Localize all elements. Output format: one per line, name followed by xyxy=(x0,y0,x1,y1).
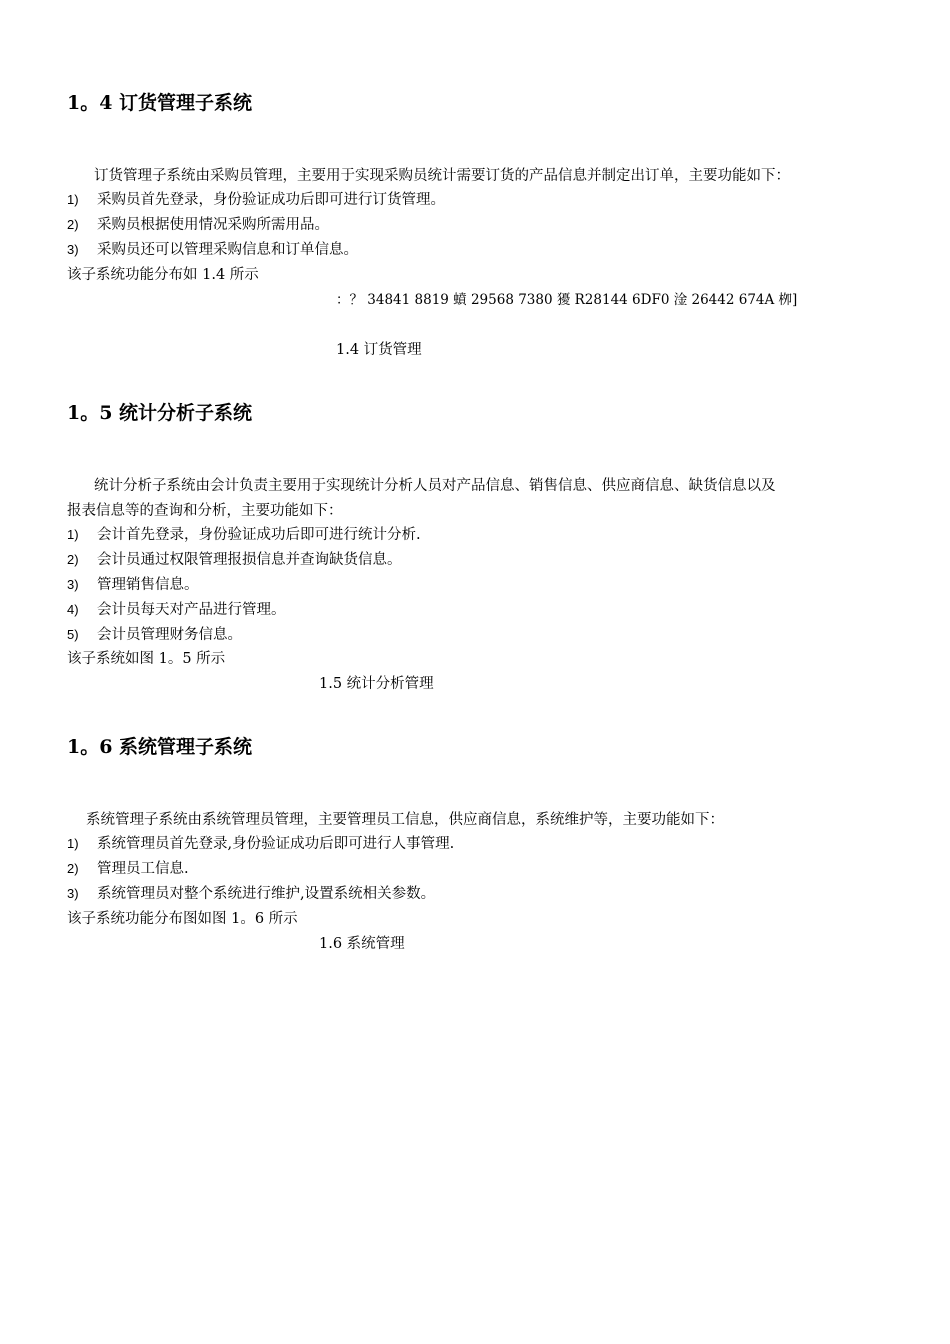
section-1-6-summary: 该子系统功能分布图如图 1。6 所示 xyxy=(67,911,298,927)
section-heading-1-6: 1。6 系统管理子系统 xyxy=(67,736,253,758)
list-item xyxy=(67,578,199,593)
list-item xyxy=(67,628,242,643)
section-heading-1-5: 1。5 统计分析子系统 xyxy=(67,402,253,424)
list-item xyxy=(67,887,435,902)
garbled-text-line: ：？ 34841 8819 蟦 29568 7380 獶 R28144 6DF0 淦 26442 674A 栁] xyxy=(336,292,798,308)
figure-caption-1-4: 1.4 订货管理 xyxy=(336,342,422,358)
list-item xyxy=(67,837,454,852)
list-item xyxy=(67,193,445,208)
section-1-4-intro: 订货管理子系统由采购员管理，主要用于实现采购员统计需要订货的产品信息并制定出订单，主要功能如下： xyxy=(94,168,790,184)
list-item-text: 会计员每天对产品进行管理。 xyxy=(97,602,286,618)
section-1-5-intro-line-1: 统计分析子系统由会计负责主要用于实现统计分析人员对产品信息、销售信息、供应商信息、缺货信息以及 xyxy=(94,478,776,494)
section-1-6-intro: 系统管理子系统由系统管理员管理，主要管理员工信息，供应商信息，系统维护等，主要功能如下： xyxy=(86,812,724,828)
list-item xyxy=(67,528,421,543)
list-item-text: 会计首先登录，身份验证成功后即可进行统计分析. xyxy=(97,527,421,543)
list-item-text: 系统管理员首先登录,身份验证成功后即可进行人事管理. xyxy=(97,836,455,852)
list-item xyxy=(67,243,358,258)
list-item-text: 会计员通过权限管理报损信息并查询缺货信息。 xyxy=(97,552,402,568)
list-item-number: 3) xyxy=(67,886,79,901)
section-1-5-intro-line-2: 报表信息等的查询和分析，主要功能如下： xyxy=(67,503,343,519)
list-item-number: 2) xyxy=(67,552,79,567)
list-item-text: 管理销售信息。 xyxy=(97,577,199,593)
list-item xyxy=(67,862,189,877)
list-item-number: 4) xyxy=(67,602,79,617)
list-item xyxy=(67,218,329,233)
list-item-text: 采购员首先登录，身份验证成功后即可进行订货管理。 xyxy=(97,192,445,208)
list-item-text: 采购员还可以管理采购信息和订单信息。 xyxy=(97,242,358,258)
section-1-4-summary: 该子系统功能分布如 1.4 所示 xyxy=(67,267,259,283)
list-item-number: 1) xyxy=(67,527,79,542)
list-item xyxy=(67,603,286,618)
list-item-text: 管理员工信息. xyxy=(97,861,189,877)
list-item-number: 2) xyxy=(67,217,79,232)
list-item-number: 5) xyxy=(67,627,79,642)
list-item-text: 系统管理员对整个系统进行维护,设置系统相关参数。 xyxy=(97,886,436,902)
list-item-number: 2) xyxy=(67,861,79,876)
section-1-5-summary: 该子系统如图 1。5 所示 xyxy=(67,651,226,667)
list-item-number: 3) xyxy=(67,242,79,257)
list-item-number: 1) xyxy=(67,836,79,851)
figure-caption-1-6: 1.6 系统管理 xyxy=(319,936,405,952)
list-item xyxy=(67,553,402,568)
figure-caption-1-5: 1.5 统计分析管理 xyxy=(319,676,434,692)
list-item-text: 会计员管理财务信息。 xyxy=(97,627,242,643)
section-heading-1-4: 1。4 订货管理子系统 xyxy=(67,92,253,114)
list-item-text: 采购员根据使用情况采购所需用品。 xyxy=(97,217,329,233)
list-item-number: 3) xyxy=(67,577,79,592)
list-item-number: 1) xyxy=(67,192,79,207)
